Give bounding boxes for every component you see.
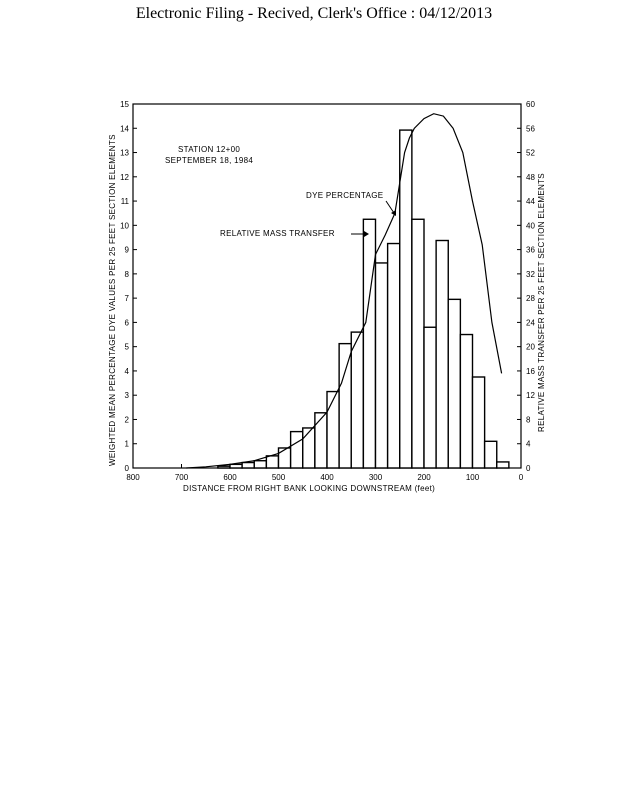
- y-left-tick-label: 14: [120, 124, 129, 134]
- y-right-tick-label: 60: [526, 100, 535, 109]
- y-left-tick-label: 1: [124, 439, 129, 449]
- mass-transfer-bar: [351, 332, 363, 468]
- mass-transfer-bar: [485, 441, 497, 468]
- date-annotation: SEPTEMBER 18, 1984: [165, 156, 254, 165]
- y-left-tick-label: 5: [124, 342, 129, 352]
- x-tick-label: 800: [126, 473, 140, 482]
- mass-transfer-bar: [412, 219, 424, 468]
- y-right-tick-label: 4: [526, 439, 531, 449]
- mass-transfer-bar: [339, 344, 351, 468]
- y-left-tick-label: 13: [120, 148, 129, 158]
- mass-transfer-bar: [363, 219, 375, 468]
- y-left-axis-label: WEIGHTED MEAN PERCENTAGE DYE VALUES PER 25 FEET SECTION ELEMENTS: [108, 134, 117, 466]
- y-right-tick-label: 8: [526, 415, 531, 425]
- mass-transfer-bars: [218, 130, 509, 468]
- mass-transfer-bar: [315, 413, 327, 468]
- mass-transfer-bar: [279, 448, 291, 468]
- mass-transfer-bar: [460, 335, 472, 468]
- mass-transfer-bar: [242, 463, 254, 468]
- x-tick-label: 400: [320, 473, 334, 482]
- mass-transfer-bar: [376, 263, 388, 468]
- x-axis-label: DISTANCE FROM RIGHT BANK LOOKING DOWNSTREAM (feet): [183, 484, 436, 493]
- y-left-tick-label: 7: [124, 294, 129, 304]
- y-left-tick-label: 10: [120, 221, 129, 231]
- y-left-tick-label: 12: [120, 172, 129, 182]
- y-left-tick-label: 15: [120, 100, 129, 109]
- mass-transfer-bar: [400, 130, 412, 468]
- y-right-tick-label: 32: [526, 269, 535, 279]
- dye-percentage-label: DYE PERCENTAGE: [306, 191, 384, 200]
- y-right-tick-label: 12: [526, 391, 535, 401]
- relative-mass-transfer-label: RELATIVE MASS TRANSFER: [220, 229, 335, 238]
- mass-transfer-bar: [266, 456, 278, 468]
- y-right-tick-label: 44: [526, 197, 535, 207]
- y-left-tick-label: 9: [124, 245, 129, 255]
- mass-transfer-bar: [388, 244, 400, 468]
- station-annotation: STATION 12+00: [178, 145, 241, 154]
- y-left-tick-label: 3: [124, 391, 129, 401]
- y-right-tick-label: 52: [526, 148, 535, 158]
- y-left-tick-label: 4: [124, 366, 129, 376]
- mass-transfer-bar: [448, 299, 460, 468]
- x-tick-label: 200: [417, 473, 431, 482]
- mass-transfer-bar: [497, 462, 509, 468]
- x-tick-label: 700: [174, 473, 189, 482]
- y-left-tick-label: 11: [120, 197, 129, 207]
- y-right-tick-label: 48: [526, 172, 535, 182]
- y-right-tick-label: 16: [526, 366, 535, 376]
- y-right-tick-label: 36: [526, 245, 535, 255]
- x-tick-label: 300: [368, 473, 383, 482]
- y-right-tick-label: 40: [526, 221, 535, 231]
- mass-transfer-bar: [218, 466, 230, 468]
- x-tick-label: 500: [271, 473, 286, 482]
- mass-transfer-bar: [303, 428, 315, 468]
- y-left-tick-label: 8: [124, 269, 129, 279]
- filing-header: Electronic Filing - Recived, Clerk's Office : 04/12/2013: [135, 5, 493, 22]
- y-right-tick-label: 24: [526, 318, 535, 328]
- y-right-tick-label: 20: [526, 342, 535, 352]
- mass-transfer-bar: [230, 464, 242, 468]
- y-right-tick-label: 56: [526, 124, 535, 134]
- y-right-tick-label: 28: [526, 294, 535, 304]
- y-left-tick-label: 6: [124, 318, 129, 328]
- mass-transfer-bar: [473, 377, 485, 468]
- x-tick-label: 600: [223, 473, 237, 482]
- mass-transfer-bar: [254, 461, 266, 468]
- y-left-tick-label: 2: [124, 415, 129, 425]
- y-right-tick-label: 0: [526, 464, 531, 473]
- mass-transfer-bar: [436, 241, 448, 469]
- dye-percentage-leader: [386, 201, 394, 213]
- y-left-tick-label: 0: [124, 464, 129, 473]
- x-tick-label: 0: [518, 473, 524, 482]
- mass-transfer-bar: [424, 327, 436, 468]
- mass-transfer-bar: [291, 432, 303, 468]
- y-right-axis-label: RELATIVE MASS TRANSFER PER 25 FEET SECTION ELEMENTS: [537, 173, 546, 432]
- x-tick-label: 100: [465, 473, 480, 482]
- mass-transfer-bar: [327, 392, 339, 468]
